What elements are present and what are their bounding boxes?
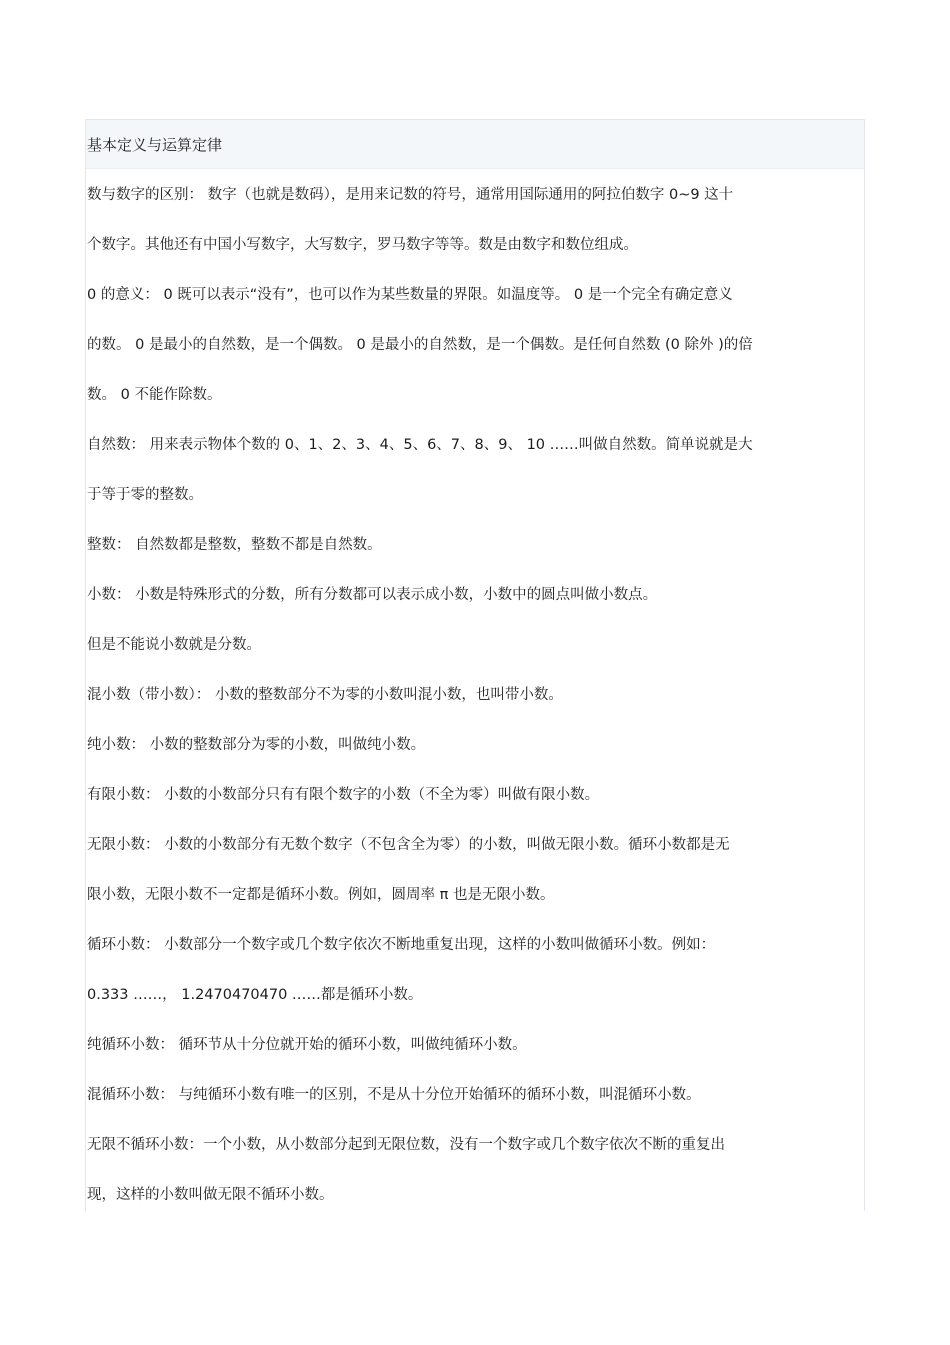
text-line: 有限小数： 小数的小数部分只有有限个数字的小数（不全为零）叫做有限小数。: [87, 787, 600, 803]
text-line: 个数字。其他还有中国小写数字，大写数字，罗马数字等等。数是由数字和数位组成。: [87, 237, 638, 253]
text-line: 于等于零的整数。: [87, 487, 203, 503]
text-line: 小数： 小数是特殊形式的分数，所有分数都可以表示成小数，小数中的圆点叫做小数点。: [87, 587, 658, 603]
text-line: 的数。 0 是最小的自然数，是一个偶数。 0 是最小的自然数，是一个偶数。是任何自然数 (0 除外 )的倍: [87, 337, 753, 353]
text-line: 纯小数： 小数的整数部分为零的小数，叫做纯小数。: [87, 737, 426, 753]
document-frame: [85, 119, 865, 1211]
text-line: 0.333 ……， 1.2470470470 ……都是循环小数。: [87, 987, 423, 1003]
text-line: 自然数： 用来表示物体个数的 0、1、2、3、4、5、6、7、8、9、 10 ……叫做自然数。简单说就是大: [87, 437, 753, 453]
text-line: 混循环小数： 与纯循环小数有唯一的区别，不是从十分位开始循环的循环小数，叫混循环小数。: [87, 1087, 701, 1103]
section-title: 基本定义与运算定律: [87, 136, 223, 154]
text-line: 无限不循环小数：一个小数，从小数部分起到无限位数，没有一个数字或几个数字依次不断的重复出: [87, 1137, 725, 1153]
text-line: 但是不能说小数就是分数。: [87, 637, 261, 653]
text-line: 数。 0 不能作除数。: [87, 387, 222, 403]
text-line: 数与数字的区别： 数字（也就是数码），是用来记数的符号，通常用国际通用的阿拉伯数字 0~9 这十: [87, 187, 734, 203]
text-line: 无限小数： 小数的小数部分有无数个数字（不包含全为零）的小数，叫做无限小数。循环小数都是无: [87, 837, 730, 853]
text-line: 混小数（带小数）： 小数的整数部分不为零的小数叫混小数，也叫带小数。: [87, 687, 563, 703]
text-line: 现，这样的小数叫做无限不循环小数。: [87, 1187, 334, 1203]
text-line: 整数： 自然数都是整数，整数不都是自然数。: [87, 537, 382, 553]
text-line: 0 的意义： 0 既可以表示“没有”，也可以作为某些数量的界限。如温度等。 0 是一个完全有确定意义: [87, 287, 733, 303]
section-header: [86, 120, 864, 169]
text-line: 循环小数： 小数部分一个数字或几个数字依次不断地重复出现，这样的小数叫做循环小数。例如：: [87, 937, 716, 953]
text-line: 限小数，无限小数不一定都是循环小数。例如，圆周率 π 也是无限小数。: [87, 887, 555, 903]
text-line: 纯循环小数： 循环节从十分位就开始的循环小数，叫做纯循环小数。: [87, 1037, 527, 1053]
